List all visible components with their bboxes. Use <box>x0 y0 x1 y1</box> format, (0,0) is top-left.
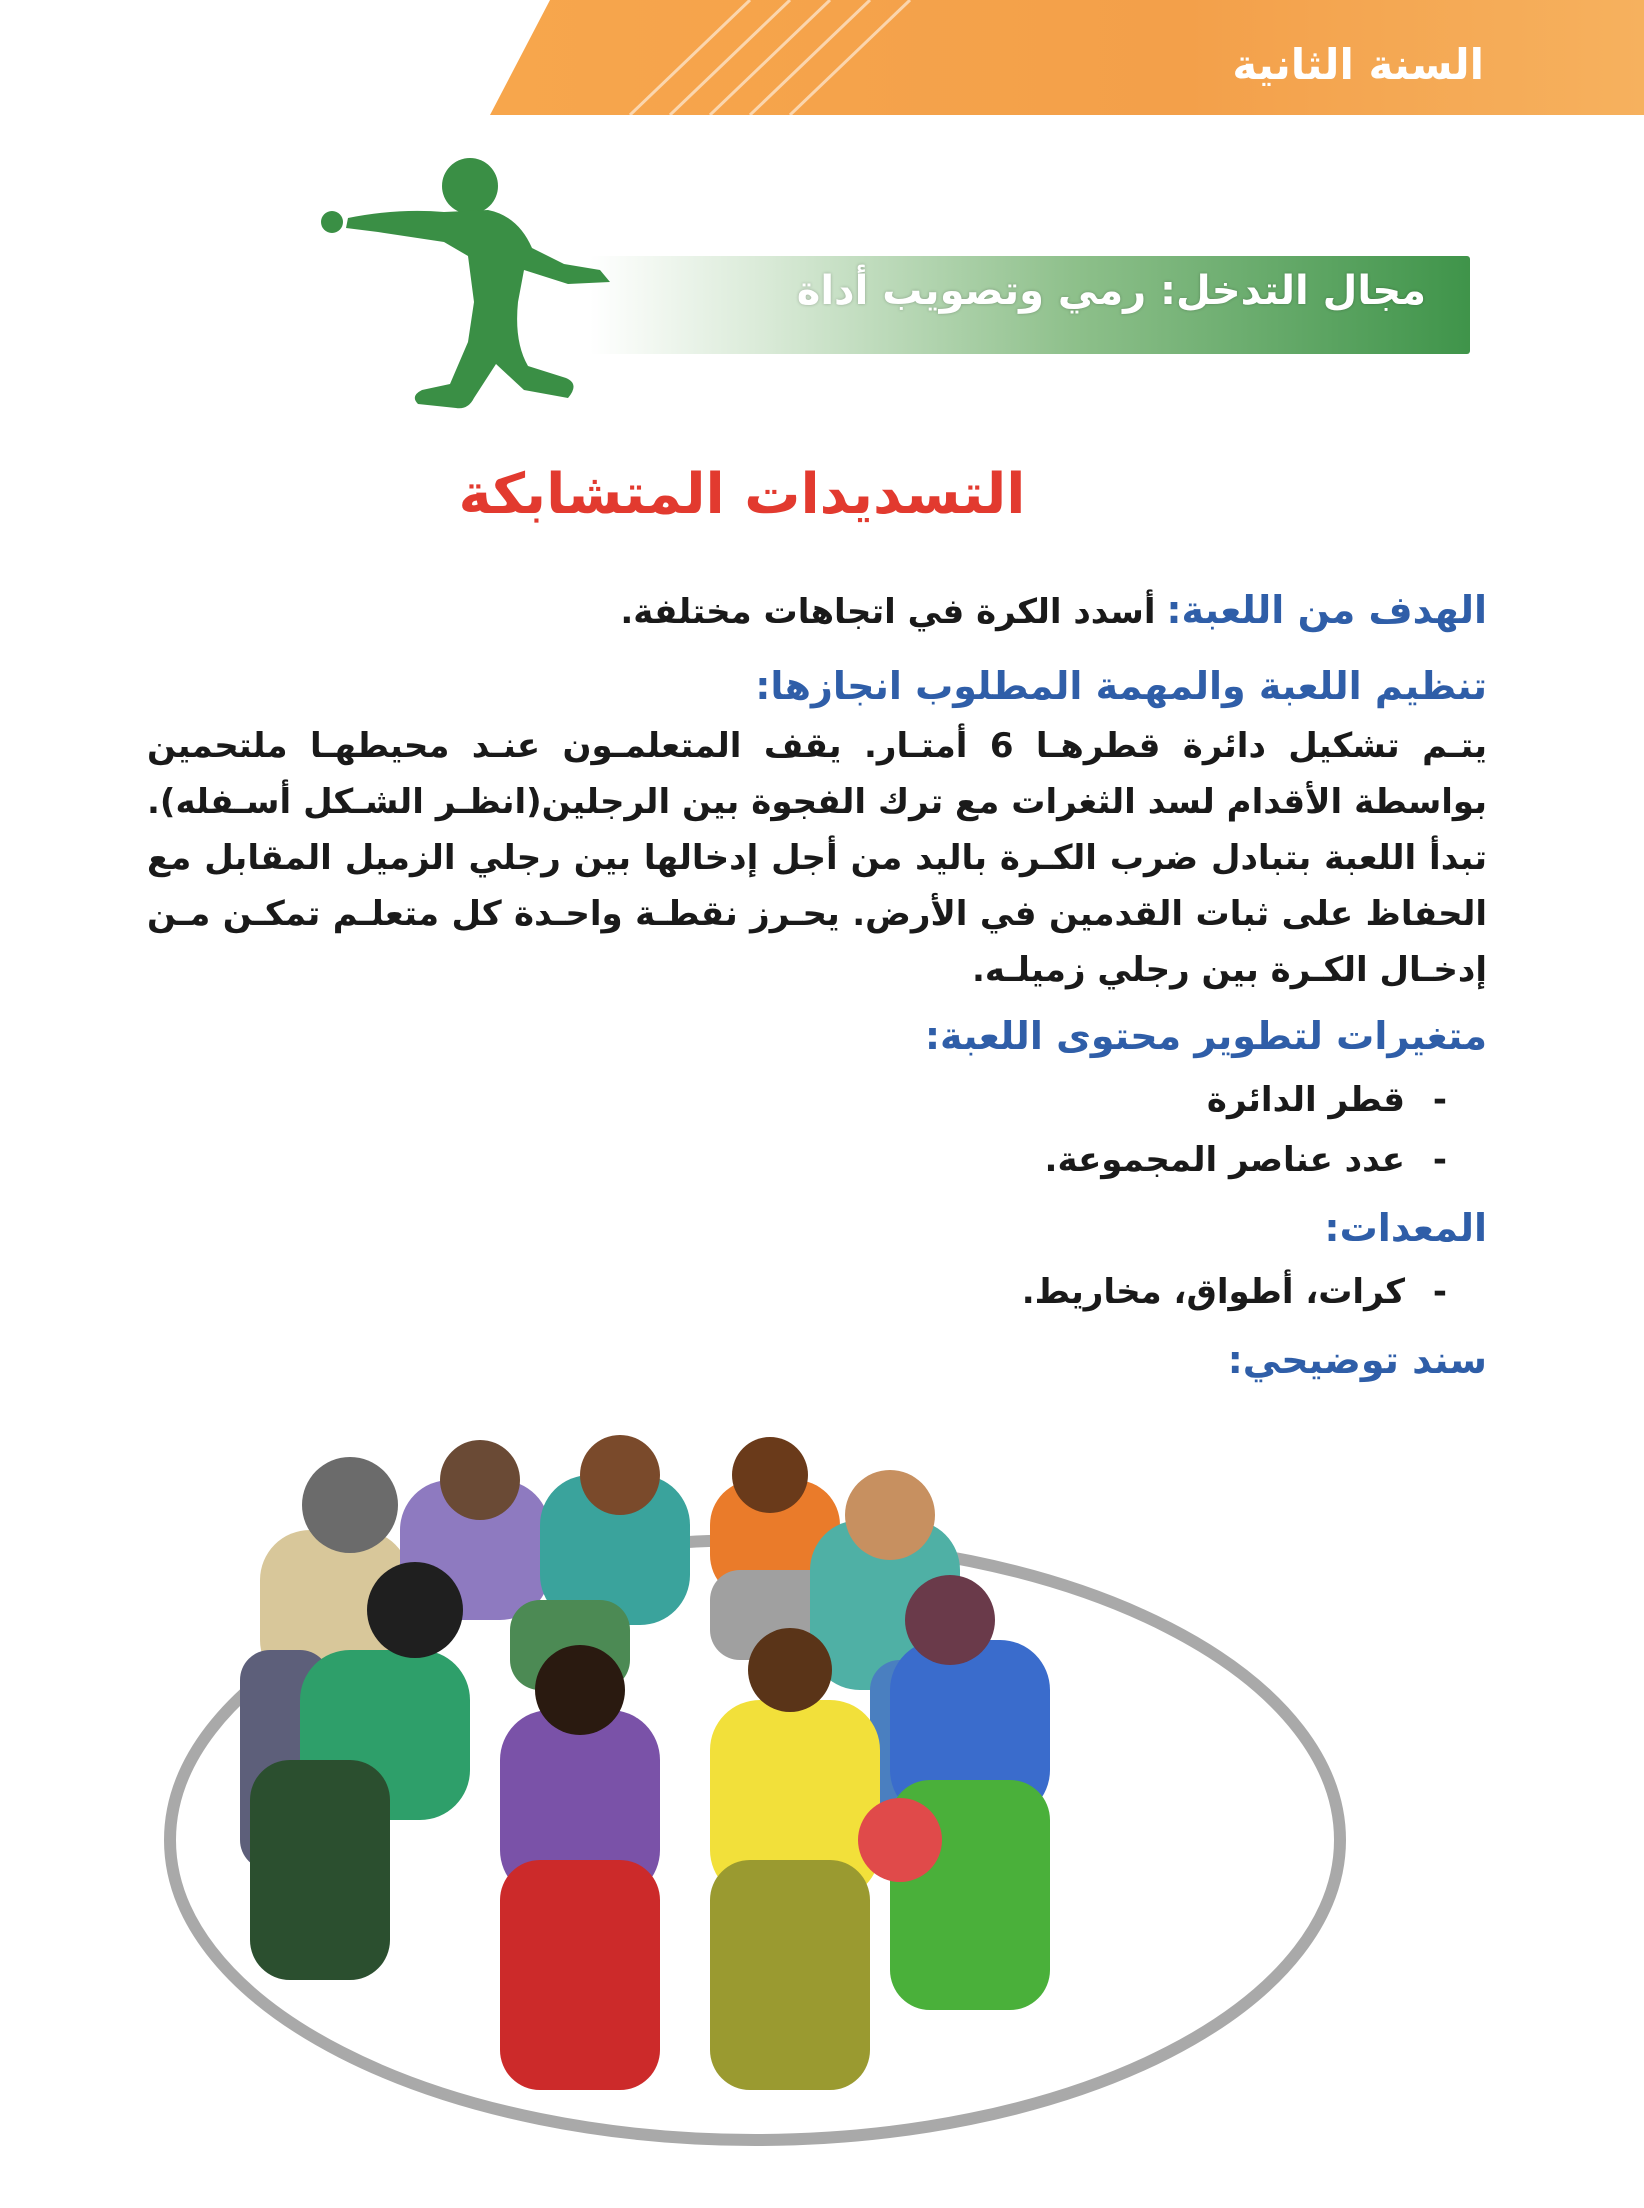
equipment-heading: المعدات: <box>1324 1206 1487 1250</box>
bullet-marker: - <box>1432 1140 1447 1180</box>
lesson-content <box>147 582 1487 1388</box>
thrower-silhouette-icon <box>318 152 638 412</box>
equipment-list <box>147 1262 1487 1322</box>
list-item <box>147 1070 1447 1130</box>
ball-icon <box>858 1798 942 1882</box>
variable-item-text: عدد عناصر المجموعة. <box>1044 1140 1405 1180</box>
organization-heading: تنظيم اللعبة والمهمة المطلوب انجازها: <box>755 664 1487 708</box>
list-item <box>147 1130 1447 1190</box>
page-title-text: التسديدات المتشابكة <box>458 462 1026 527</box>
bullet-marker: - <box>1432 1080 1447 1120</box>
grade-year-label: السنة الثانية <box>1232 40 1484 89</box>
organization-text: يتـم تشكيل دائرة قطرهـا 6 أمتـار. يقف المتعلمـون عنـد محيطهـا ملتحمين بواسطة الأقدام لسد الثغرات مع ترك الفجوة بين الرجلين(انظـر الشـكل أسـفله). تبدأ اللعبة بتبادل ضرب الكـرة باليد من أجل إدخالها بين رجلي الزميل المقابل مع الحفاظ على ثبات القدمين في الأرض. يحـرز نقطـة واحـدة كل متعلـم تمكـن مـن إدخـال الكـرة بين رجلي زميلـه. <box>147 726 1487 990</box>
domain-banner-text: مجال التدخل: رمي وتصويب أداة <box>796 268 1426 314</box>
support-heading: سند توضيحي: <box>1227 1338 1487 1382</box>
variables-heading: متغيرات لتطوير محتوى اللعبة: <box>924 1014 1487 1058</box>
goal-label: الهدف من اللعبة: <box>1166 588 1487 632</box>
page-title <box>0 462 1644 527</box>
equipment-item-text: كرات، أطواق، مخاريط. <box>1021 1272 1405 1312</box>
variable-item-text: قطر الدائرة <box>1206 1080 1405 1120</box>
variables-list <box>147 1070 1487 1190</box>
children-circle-illustration <box>150 1420 1360 2180</box>
list-item <box>147 1262 1447 1322</box>
goal-value: أسدد الكرة في اتجاهات مختلفة. <box>620 592 1156 632</box>
bullet-marker: - <box>1432 1272 1447 1312</box>
goal-row <box>147 582 1487 640</box>
